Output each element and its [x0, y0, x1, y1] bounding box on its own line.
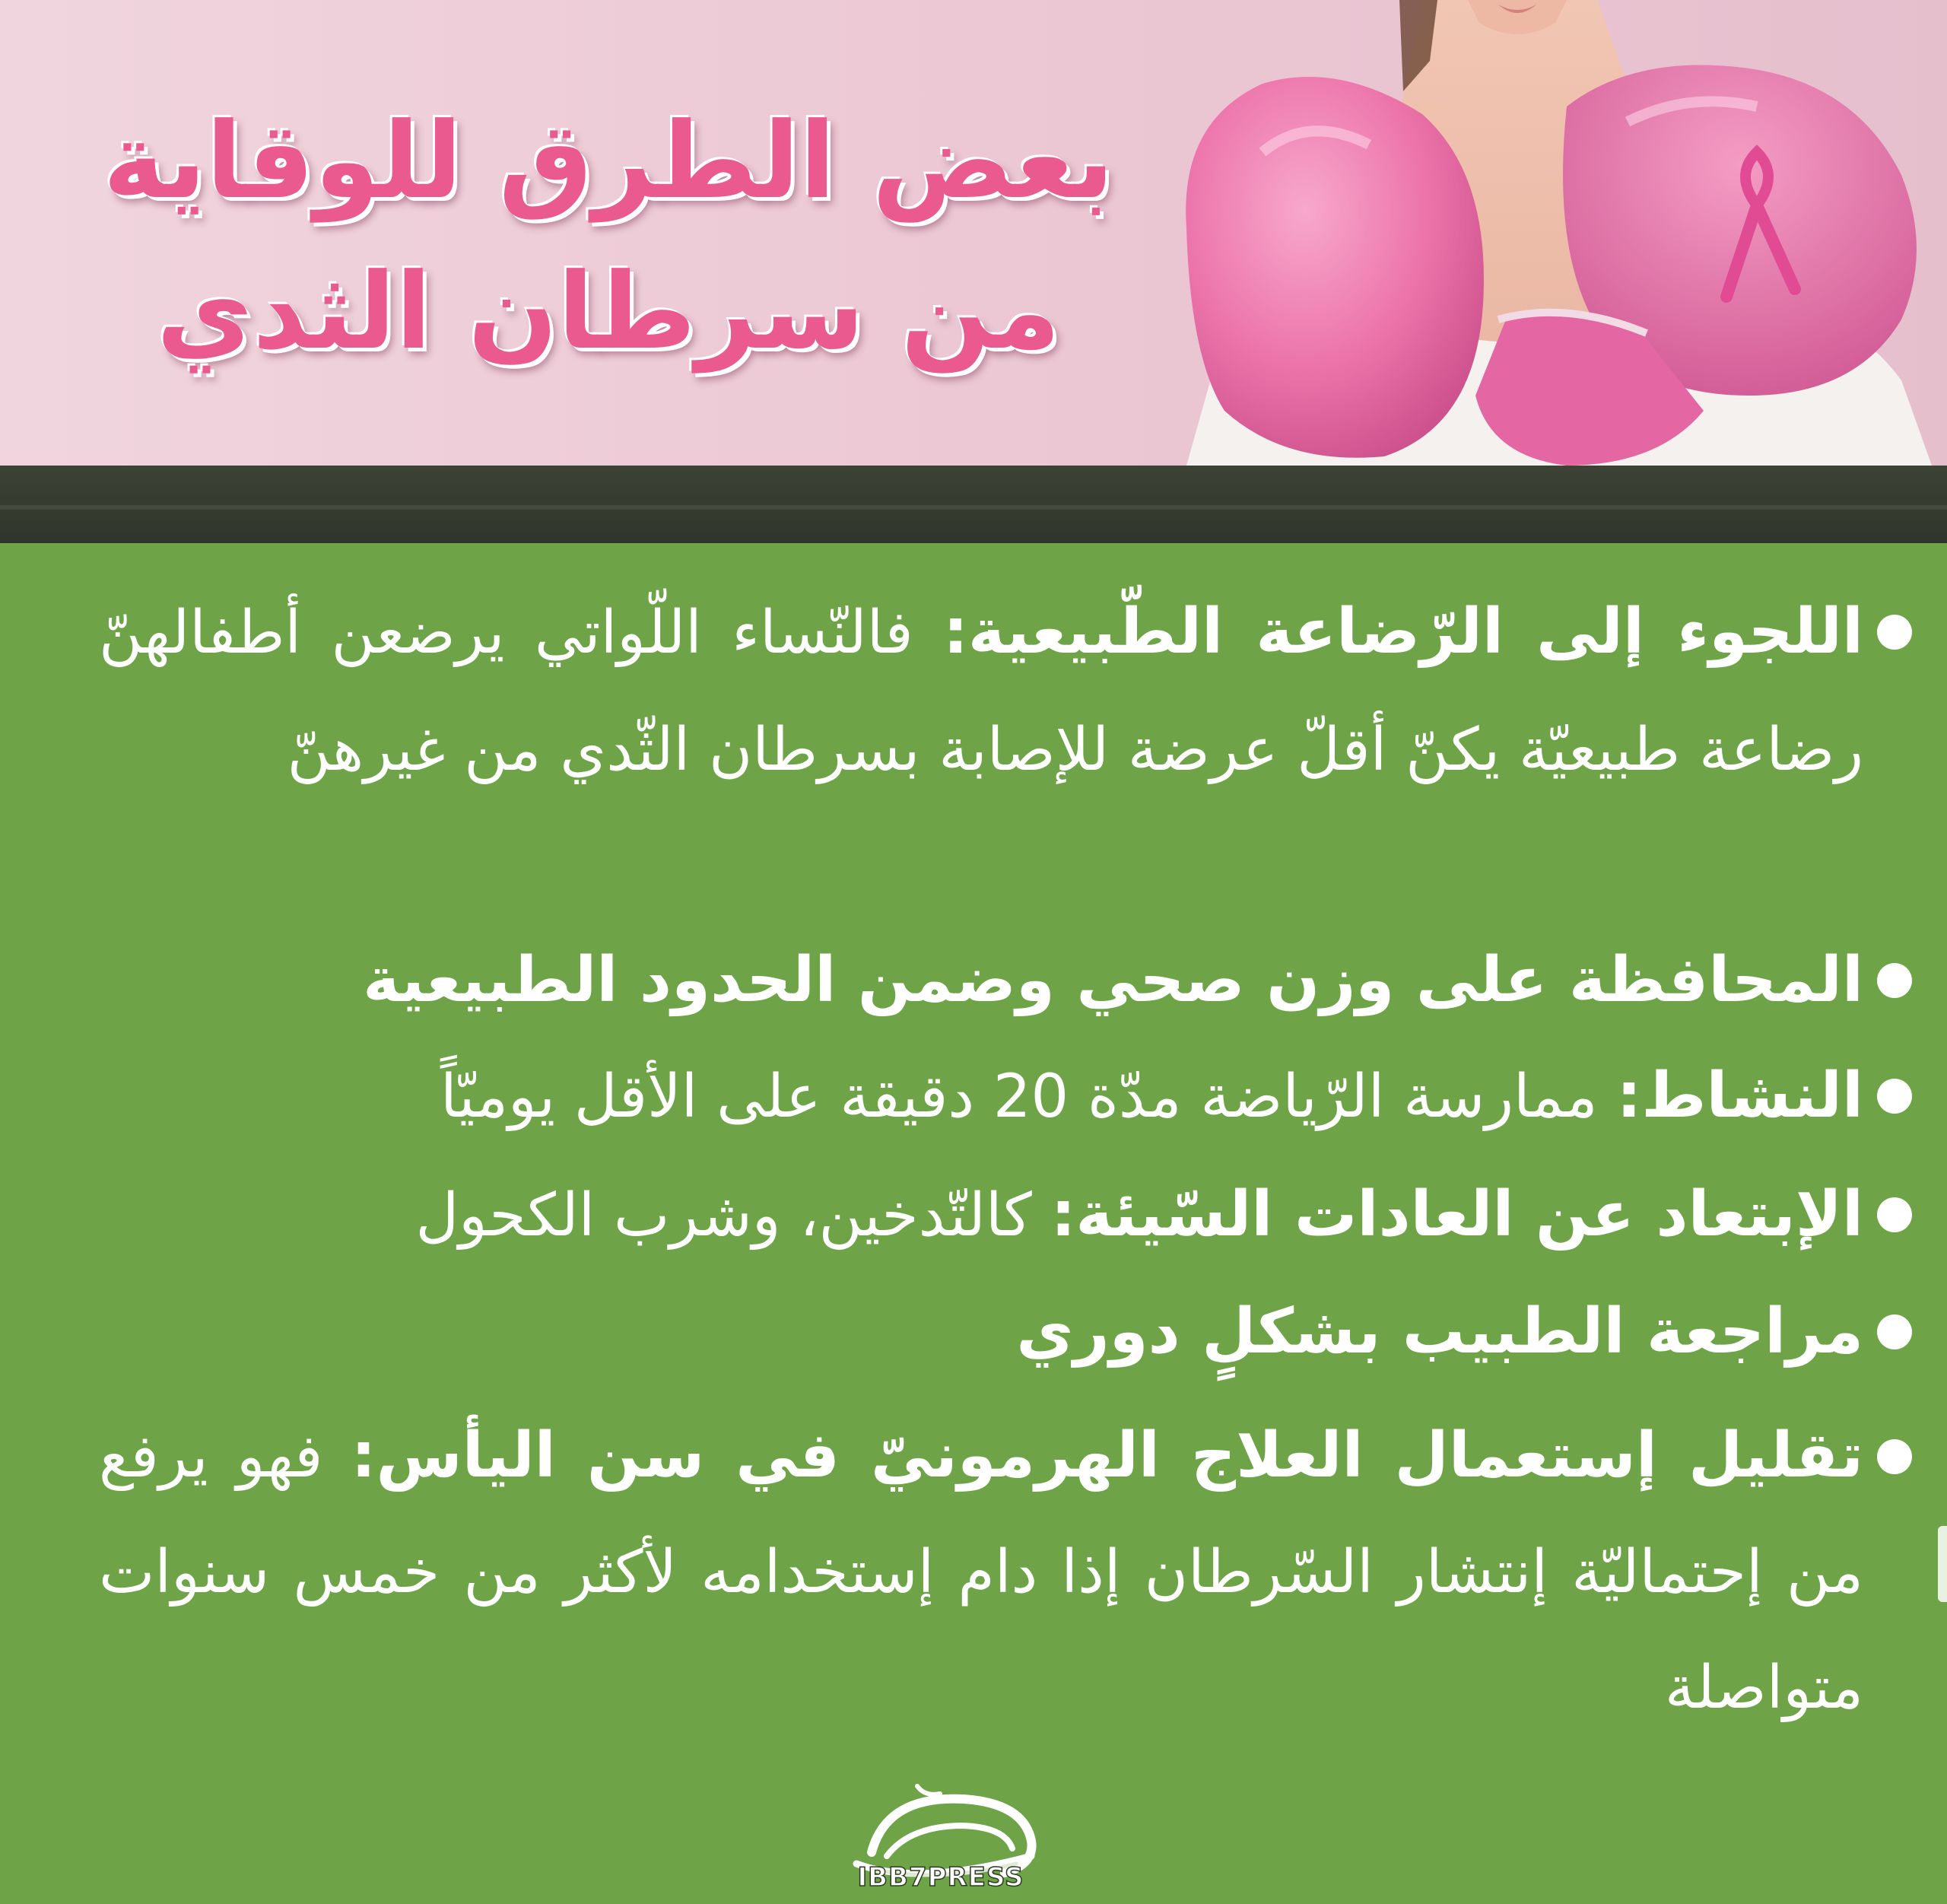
list-item	[99, 574, 1863, 809]
separator-band	[0, 466, 1947, 543]
list-item	[99, 939, 1863, 1023]
item-lead: الإبتعاد عن العادات السّيئة:	[1050, 1178, 1863, 1251]
item-text: ممارسة الرّياضة مدّة 20 دقيقة على الأقل يوميّاً	[440, 1063, 1617, 1131]
tips-list	[0, 543, 1947, 1904]
boxing-gloves-photo	[1171, 0, 1947, 466]
list-item	[99, 1173, 1863, 1257]
item-text: فهو يرفع من إحتماليّة إنتشار السّرطان إذا دام إستخدامه لأكثر من خمس سنوات متواصلة	[99, 1422, 1863, 1722]
separator-line	[0, 505, 1947, 510]
item-lead: تقليل إستعمال العلاج الهرمونيّ في سن اليأس:	[351, 1419, 1863, 1492]
item-text: كالتّدخين، وشرب الكحول	[415, 1181, 1051, 1250]
item-lead: النشاط:	[1616, 1060, 1863, 1132]
list-item	[99, 1290, 1863, 1375]
list-item	[99, 1398, 1863, 1746]
bullet-dot-icon	[1877, 615, 1912, 650]
page-title-line-2: من سرطان الثدي	[156, 250, 1061, 373]
item-lead: المحافظة على وزن صحي وضمن الحدود الطبيعية	[363, 944, 1863, 1016]
bullet-dot-icon	[1877, 1197, 1912, 1232]
logo-text: IBB7PRESS	[857, 1862, 1024, 1893]
bullet-dot-icon	[1877, 1079, 1912, 1114]
edge-marker	[1938, 1526, 1947, 1602]
bullet-dot-icon	[1877, 963, 1912, 998]
page-title-line-1: بعض الطرق للوقاية	[103, 100, 1114, 222]
bullet-dot-icon	[1877, 1314, 1912, 1349]
list-item	[99, 1054, 1863, 1139]
header-banner	[0, 0, 1947, 466]
bullet-dot-icon	[1877, 1439, 1912, 1474]
item-lead: اللجوء إلى الرّضاعة الطّبيعية:	[943, 596, 1863, 668]
item-text: فالنّساء اللّواتي يرضعن أطفالهنّ رضاعة طبيعيّة يكنّ أقلّ عرضة للإصابة بسرطان الثّدي من غيرهنّ	[99, 599, 1863, 784]
item-lead: مراجعة الطبيب بشكلٍ دوري	[1016, 1295, 1863, 1368]
